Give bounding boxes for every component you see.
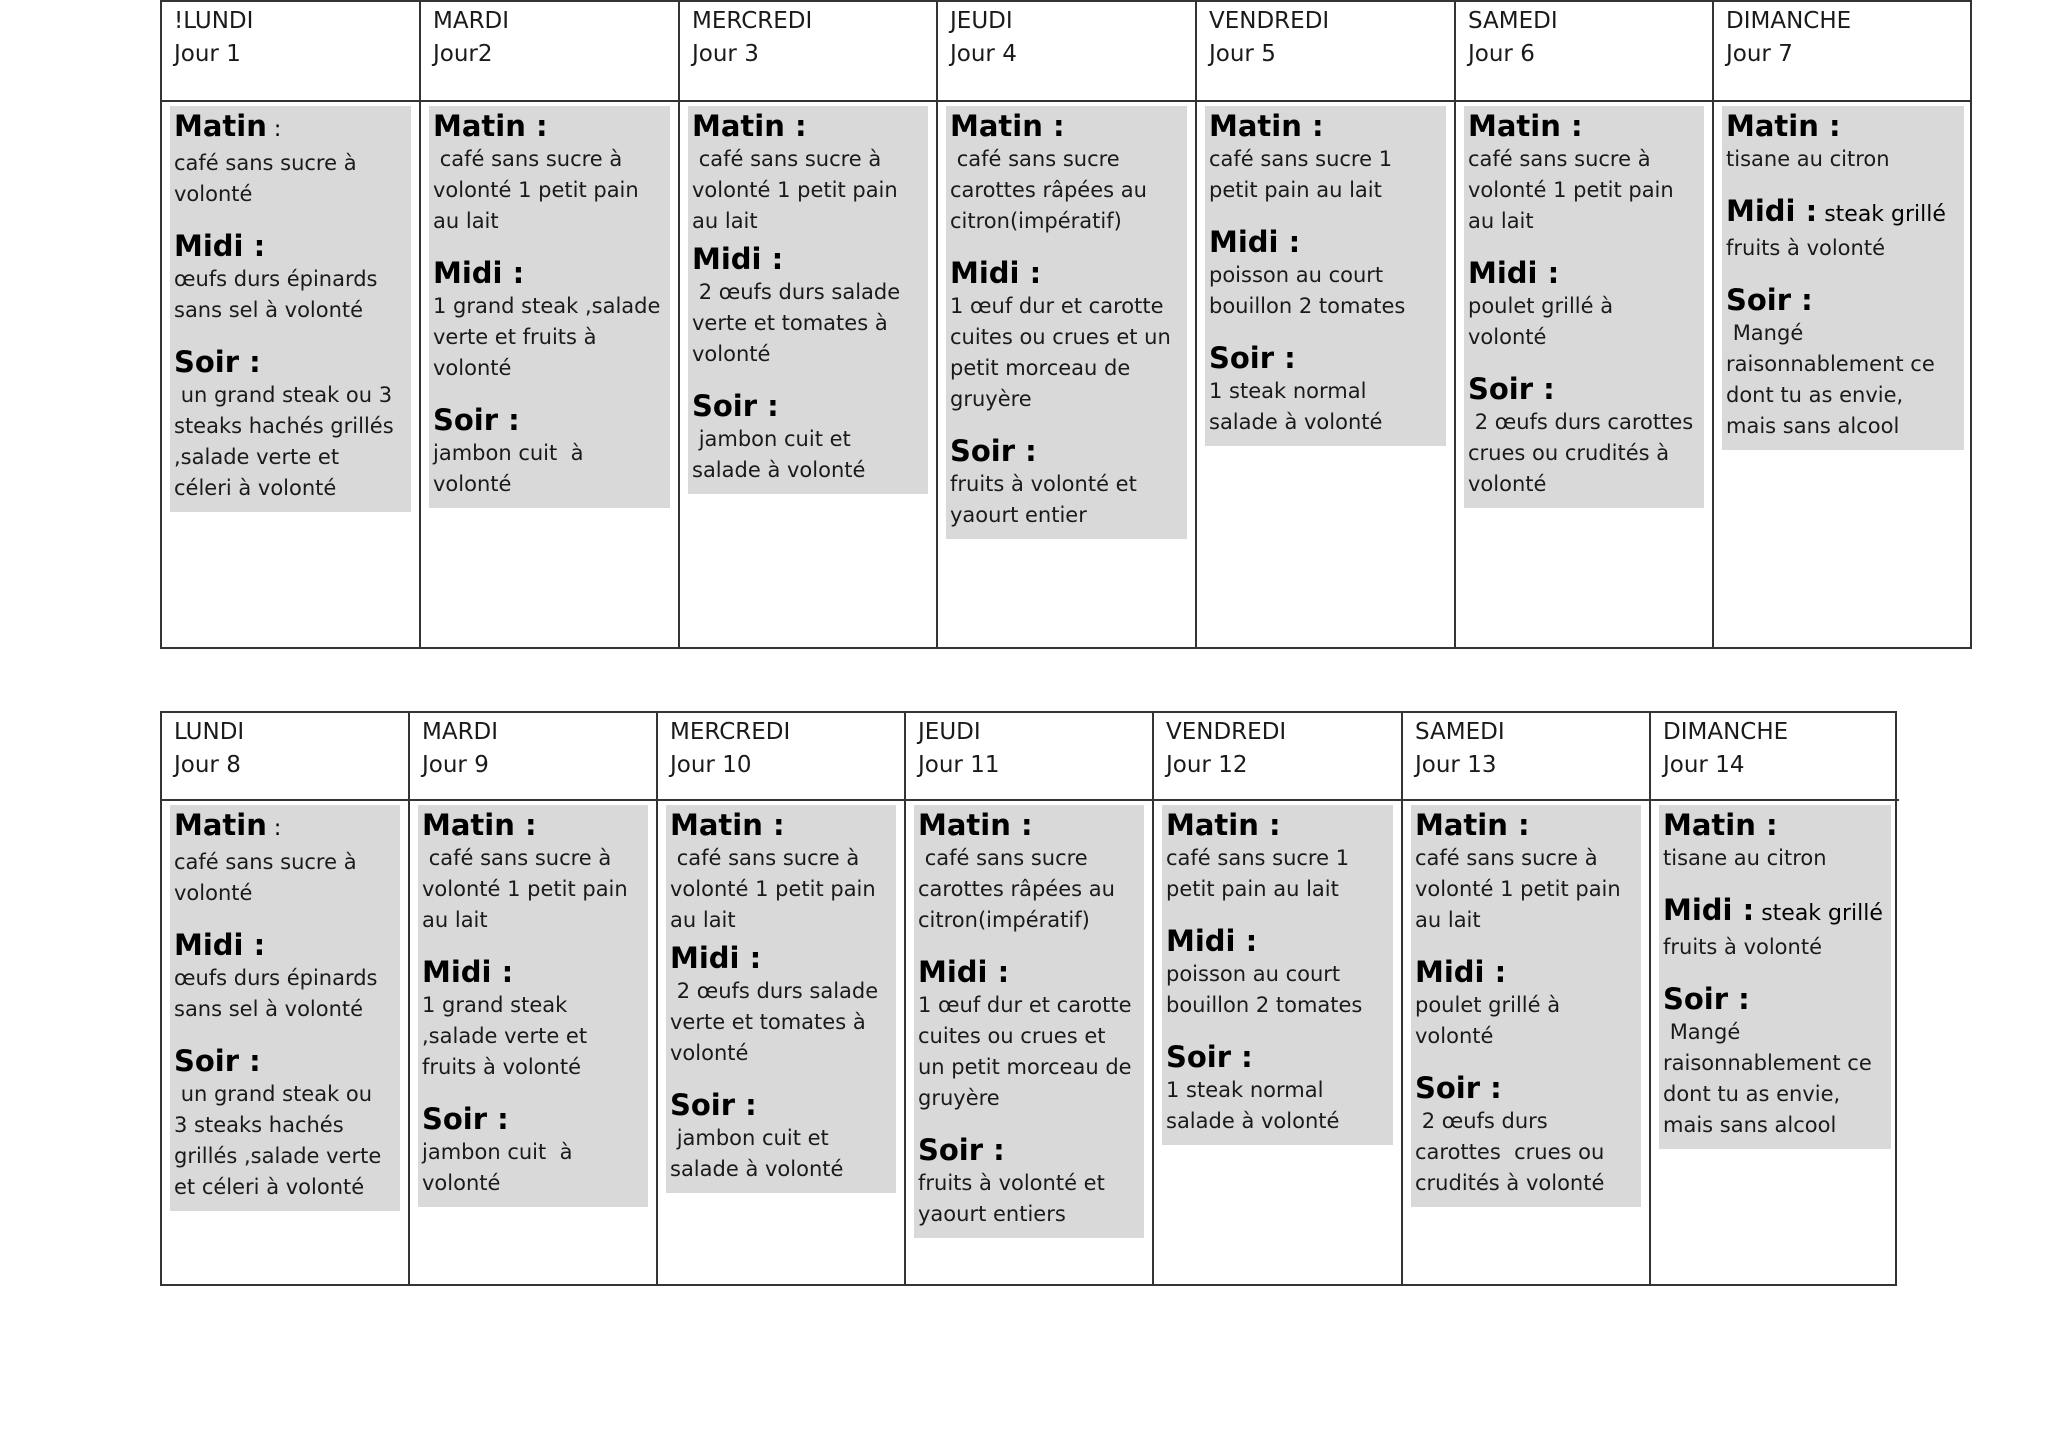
meal-label: Soir [692,389,758,423]
meal-label: Matin [1663,808,1756,842]
meal-title [1726,108,1956,144]
meal-matin [918,807,1136,936]
meal-label: Matin [174,109,267,143]
day-meals-cell [162,801,410,1284]
meal-inline-text: steak grillé [1817,202,1946,227]
day-meals-cell [938,102,1197,647]
meal-separator: : [1795,194,1818,228]
meal-separator: : [762,808,785,842]
meal-title [1468,371,1696,407]
meal-separator: : [502,256,525,290]
meal-box [170,106,411,512]
meal-title [422,954,640,990]
meal-description: poisson au court bouillon 2 tomates [1166,962,1363,1017]
day-number: Jour 4 [950,41,1017,67]
meal-description: 1 grand steak ,salade verte et fruits à volonté [422,993,594,1079]
meal-separator: : [1019,256,1042,290]
meal-title [1663,981,1883,1017]
meal-separator: : [491,955,514,989]
meal-box [1464,106,1707,508]
meal-description: fruits à volonté [1663,935,1822,959]
meal-label: Soir [1726,283,1792,317]
meal-title [1209,224,1438,260]
meal-separator: : [514,808,537,842]
day-name: SAMEDI [1468,8,1558,34]
day-name: DIMANCHE [1726,8,1852,34]
day-number: Jour 11 [918,752,1000,778]
meal-label: Midi [1415,955,1485,989]
meal-label: Matin [433,109,526,143]
day-name: SAMEDI [1415,719,1505,745]
meal-separator: : [266,816,282,841]
meal-label: Midi [174,229,244,263]
meal-soir [1209,340,1438,438]
meal-label: Matin [1726,109,1819,143]
meal-description: fruits à volonté et yaourt entiers [918,1171,1112,1226]
meal-label: Matin [692,109,785,143]
day-name: DIMANCHE [1663,719,1789,745]
meal-title [1166,807,1385,843]
meal-title [174,807,392,847]
day-header [1456,2,1714,102]
meal-label: Matin [918,808,1011,842]
meal-box [170,805,400,1211]
day-number: Jour 1 [174,41,241,67]
meal-title [1209,340,1438,376]
meal-matin [1468,108,1696,237]
meal-separator: : [1278,225,1301,259]
meal-label: Matin [1209,109,1302,143]
meal-description: poulet grillé à volonté [1415,993,1567,1048]
meal-description: café sans sucre à volonté 1 petit pain au lait [1468,147,1681,233]
meal-midi [1726,193,1956,264]
meal-description: 2 œufs durs salade verte et tomates à volonté [670,979,885,1065]
meal-midi [1663,892,1883,963]
day-meals-cell [1197,102,1456,647]
meal-matin [670,807,888,936]
day-meals-cell [1456,102,1714,647]
meal-description: 1 œuf dur et carotte cuites ou crues et un petit morceau de gruyère [918,993,1139,1110]
meal-separator: : [1728,982,1750,1016]
meal-title [422,1101,640,1137]
meal-separator: : [1560,109,1583,143]
day-header [162,2,421,102]
meal-label: Matin [1166,808,1259,842]
meal-midi [692,241,920,370]
meal-label: Soir [433,403,499,437]
meal-midi [422,954,640,1083]
meal-title [1663,892,1883,932]
meal-separator: : [757,389,779,423]
meal-title [422,807,640,843]
meal-separator: : [1301,109,1324,143]
meal-separator: : [1484,955,1507,989]
day-number: Jour 7 [1726,41,1793,67]
meal-separator: : [243,928,266,962]
day-header [1154,713,1403,801]
day-number: Jour 6 [1468,41,1535,67]
meal-label: Matin [1415,808,1508,842]
meal-label: Soir [1209,341,1275,375]
meal-soir [950,433,1179,531]
meal-title [174,228,403,264]
meal-soir [1663,981,1883,1141]
meal-box [418,805,648,1207]
meal-label: Midi [670,941,740,975]
day-name: MERCREDI [692,8,813,34]
week-1-table [160,0,1972,649]
meal-separator: : [1274,341,1296,375]
meal-title [174,344,403,380]
meal-label: Midi [1468,256,1538,290]
meal-box [666,805,896,1193]
meal-label: Midi [422,955,492,989]
meal-label: Midi [1726,194,1796,228]
meal-soir [1468,371,1707,500]
meal-label: Soir [918,1133,984,1167]
day-number: Jour 5 [1209,41,1276,67]
day-name: JEUDI [918,719,981,745]
day-header [1403,713,1651,801]
meal-description: Mangé raisonnablement ce dont tu as envie, mais sans alcool [1663,1020,1879,1137]
day-name: !LUNDI [174,8,254,34]
day-header [658,713,906,801]
meal-box [1659,805,1891,1149]
meal-separator: : [983,1133,1005,1167]
day-meals-cell [1403,801,1651,1284]
meal-description: café sans sucre à volonté 1 petit pain au lait [692,147,905,233]
meal-separator: : [243,229,266,263]
meal-soir [692,388,920,486]
meal-description: jambon cuit à volonté [433,441,591,496]
meal-description: café sans sucre à volonté 1 petit pain au lait [433,147,646,233]
meal-midi [670,940,888,1069]
meal-matin [692,108,920,237]
meal-separator: : [1010,808,1033,842]
day-header [906,713,1154,801]
meal-midi [950,255,1179,415]
meal-description: café sans sucre 1 petit pain au lait [1209,147,1399,202]
meal-box [1162,805,1393,1145]
meal-separator: : [1537,256,1560,290]
day-number: Jour 9 [422,752,489,778]
meal-label: Midi [1209,225,1279,259]
meal-title [918,807,1136,843]
meal-title [918,1132,1136,1168]
meal-description: Mangé raisonnablement ce dont tu as envie, mais sans alcool [1726,321,1942,438]
meal-separator: : [487,1102,509,1136]
meal-separator: : [1235,924,1258,958]
meal-title [1468,255,1696,291]
meal-label: Midi [918,955,988,989]
day-number: Jour 8 [174,752,241,778]
meal-title [1166,923,1385,959]
meal-separator: : [266,117,282,142]
meal-separator: : [1533,372,1555,406]
meal-description: tisane au citron [1726,147,1890,171]
meal-title [670,940,888,976]
meal-description: café sans sucre carottes râpées au citron(impératif) [950,147,1154,233]
meal-title [1415,954,1633,990]
meal-box [946,106,1187,539]
day-meals-cell [658,801,906,1284]
meal-separator: : [1507,808,1530,842]
meal-separator: : [525,109,548,143]
meal-label: Matin [670,808,763,842]
meal-midi [918,954,1139,1114]
day-number: Jour2 [433,41,493,67]
meal-matin [174,108,403,210]
meal-matin [422,807,640,936]
meal-soir [670,1087,888,1185]
meal-description: un grand steak ou 3 steaks hachés grillés ,salade verte et céleri à volonté [174,1082,388,1199]
meal-title [174,1043,392,1079]
day-header [421,2,680,102]
meal-box [1411,805,1641,1207]
meal-title [433,108,662,144]
meal-separator: : [1042,109,1065,143]
meal-label: Soir [174,345,240,379]
meal-description: 1 steak normal salade à volonté [1209,379,1383,434]
day-header [1714,2,1972,102]
meal-matin [433,108,662,237]
meal-description: 1 grand steak ,salade verte et fruits à volonté [433,294,668,380]
meal-separator: : [1258,808,1281,842]
meal-title [1468,108,1696,144]
meal-title [1415,807,1633,843]
meal-description: poisson au court bouillon 2 tomates [1209,263,1406,318]
meal-description: 2 œufs durs salade verte et tomates à volonté [692,280,907,366]
meal-soir [918,1132,1136,1230]
meal-title [670,807,888,843]
day-name: LUNDI [174,719,245,745]
meal-separator: : [239,1044,261,1078]
meal-description: œufs durs épinards sans sel à volonté [174,966,385,1021]
day-meals-cell [410,801,658,1284]
meal-label: Matin [950,109,1043,143]
meal-separator: : [761,242,784,276]
meal-label: Midi [1166,924,1236,958]
meal-title [174,108,403,148]
meal-matin [1415,807,1633,936]
meal-description: café sans sucre à volonté [174,151,364,206]
meal-label: Soir [174,1044,240,1078]
meal-soir [174,344,403,504]
meal-label: Midi [692,242,762,276]
meal-separator: : [1732,893,1755,927]
day-header [162,713,410,801]
meal-label: Midi [433,256,503,290]
meal-title [1726,193,1956,233]
meal-midi [433,255,668,384]
meal-title [1726,282,1956,318]
meal-label: Soir [422,1102,488,1136]
meal-description: jambon cuit et salade à volonté [670,1126,844,1181]
meal-description: café sans sucre à volonté 1 petit pain au lait [1415,846,1628,932]
week-2-table [160,711,1897,1286]
meal-label: Midi [950,256,1020,290]
day-meals-cell [421,102,680,647]
meal-separator: : [1791,283,1813,317]
meal-label: Midi [1663,893,1733,927]
meal-description: fruits à volonté et yaourt entier [950,472,1144,527]
meal-inline-text: steak grillé [1754,901,1883,926]
meal-label: Soir [670,1088,736,1122]
day-header [680,2,938,102]
meal-separator: : [1755,808,1778,842]
meal-label: Soir [1663,982,1729,1016]
meal-matin [174,807,392,909]
meal-label: Midi [174,928,244,962]
meal-soir [433,402,662,500]
meal-separator: : [1818,109,1841,143]
day-name: VENDREDI [1209,8,1330,34]
meal-label: Soir [1166,1040,1232,1074]
meal-soir [174,1043,392,1203]
day-number: Jour 3 [692,41,759,67]
meal-soir [1415,1070,1633,1199]
day-header [1651,713,1899,801]
day-number: Jour 10 [670,752,752,778]
meal-description: café sans sucre à volonté 1 petit pain au lait [670,846,883,932]
meal-soir [1166,1039,1385,1137]
meal-separator: : [784,109,807,143]
day-name: MERCREDI [670,719,791,745]
meal-description: café sans sucre carottes râpées au citron(impératif) [918,846,1122,932]
meal-title [692,108,920,144]
meal-description: 1 steak normal salade à volonté [1166,1078,1340,1133]
meal-box [1205,106,1446,446]
meal-title [692,388,920,424]
meal-matin [1209,108,1438,206]
meal-description: œufs durs épinards sans sel à volonté [174,267,385,322]
day-header [1197,2,1456,102]
meal-title [1166,1039,1385,1075]
meal-description: un grand steak ou 3 steaks hachés grillés ,salade verte et céleri à volonté [174,383,401,500]
meal-midi [174,927,392,1025]
meal-separator: : [735,1088,757,1122]
meal-label: Soir [950,434,1016,468]
day-meals-cell [680,102,938,647]
meal-label: Soir [1468,372,1534,406]
meal-box [1722,106,1964,450]
meal-title [433,402,662,438]
meal-title [174,927,392,963]
day-meals-cell [1651,801,1899,1284]
day-name: MARDI [433,8,510,34]
meal-separator: : [498,403,520,437]
meal-box [429,106,670,508]
meal-separator: : [987,955,1010,989]
day-header [938,2,1197,102]
meal-label: Matin [1468,109,1561,143]
meal-midi [1468,255,1696,353]
meal-midi [1209,224,1438,322]
meal-matin [1166,807,1385,905]
meal-description: café sans sucre à volonté [174,850,364,905]
meal-separator: : [1015,434,1037,468]
day-header [410,713,658,801]
meal-midi [1166,923,1385,1021]
meal-title [1415,1070,1633,1106]
meal-title [918,954,1136,990]
day-meals-cell [1714,102,1972,647]
day-number: Jour 14 [1663,752,1745,778]
meal-title [950,255,1179,291]
meal-soir [1726,282,1956,442]
meal-description: jambon cuit à volonté [422,1140,580,1195]
meal-box [688,106,928,494]
meal-description: café sans sucre 1 petit pain au lait [1166,846,1356,901]
meal-description: jambon cuit et salade à volonté [692,427,866,482]
meal-title [950,433,1179,469]
meal-midi [1415,954,1633,1052]
meal-matin [1663,807,1883,874]
meal-description: poulet grillé à volonté [1468,294,1620,349]
day-name: VENDREDI [1166,719,1287,745]
meal-title [670,1087,888,1123]
day-name: MARDI [422,719,499,745]
meal-matin [950,108,1179,237]
meal-separator: : [739,941,762,975]
meal-description: tisane au citron [1663,846,1827,870]
meal-separator: : [1480,1071,1502,1105]
meal-matin [1726,108,1956,175]
meal-box [914,805,1144,1238]
day-meals-cell [162,102,421,647]
meal-midi [174,228,403,326]
meal-description: 1 œuf dur et carotte cuites ou crues et un petit morceau de gruyère [950,294,1178,411]
meal-title [950,108,1179,144]
meal-title [1209,108,1438,144]
meal-separator: : [1231,1040,1253,1074]
meal-label: Matin [174,808,267,842]
meal-description: fruits à volonté [1726,236,1885,260]
meal-description: café sans sucre à volonté 1 petit pain au lait [422,846,635,932]
meal-title [1663,807,1883,843]
meal-title [692,241,920,277]
meal-label: Matin [422,808,515,842]
meal-label: Soir [1415,1071,1481,1105]
day-number: Jour 12 [1166,752,1248,778]
meal-soir [422,1101,640,1199]
meal-description: 2 œufs durs carottes crues ou crudités à volonté [1415,1109,1611,1195]
day-meals-cell [1154,801,1403,1284]
day-number: Jour 13 [1415,752,1497,778]
meal-separator: : [239,345,261,379]
meal-description: 2 œufs durs carottes crues ou crudités à volonté [1468,410,1707,496]
meal-title [433,255,662,291]
day-meals-cell [906,801,1154,1284]
day-name: JEUDI [950,8,1013,34]
